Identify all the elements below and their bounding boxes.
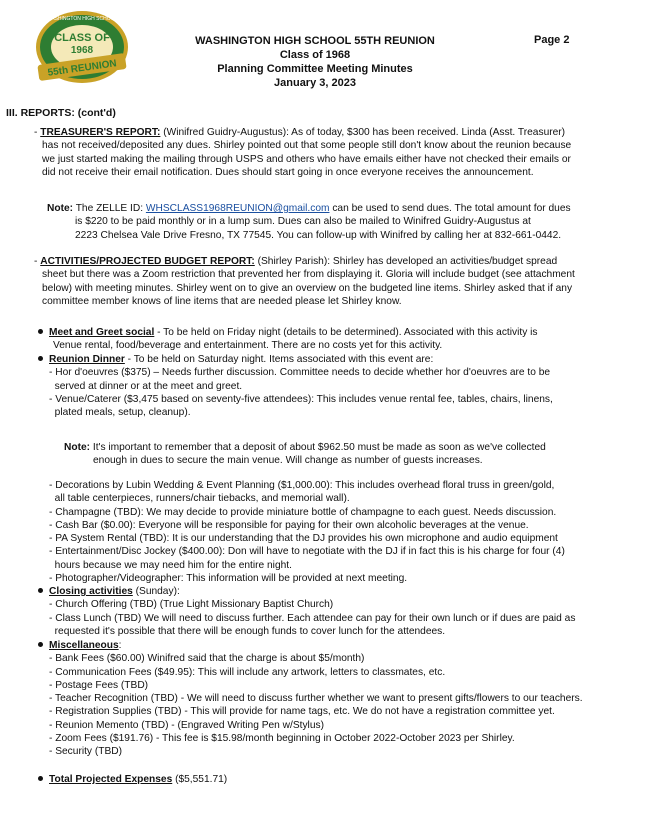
zelle-pre: The ZELLE ID: [75, 203, 146, 214]
reunion-dinner-item [38, 353, 553, 419]
dinner-line: all table centerpieces, runners/chair tiebacks, and memorial wall). [49, 493, 350, 505]
treasurer-line: we just started making the mailing through USPS and others who have emails either have not checked their emails or [42, 153, 571, 165]
total-expenses-item [38, 773, 227, 786]
closing-line: - Class Lunch (TBD) We will need to discuss further. Each attendee can pay for their own lunch or if dues are paid as [49, 612, 576, 624]
dinner-line: - Venue/Caterer ($3,475 based on seventy-five attendees): This includes venue rental fee, tables, chairs, linens, [49, 393, 553, 405]
closing-label: Closing activities [49, 586, 133, 597]
logo-line3: 55th REUNION [47, 58, 118, 79]
misc-line: - Postage Fees (TBD) [49, 679, 149, 691]
deposit-line: It's important to remember that a deposit of about $962.50 must be made as soon as we've collected [90, 442, 546, 453]
bullet-icon [38, 642, 43, 647]
closing-line: requested it's possible that there will be enough funds to cover lunch for the attendees. [49, 625, 446, 637]
misc-line: - Bank Fees ($60.00) Winifred said that the charge is about $5/month) [49, 653, 365, 665]
dinner-label: Reunion Dinner [49, 354, 125, 365]
dinner-items-continued [49, 479, 565, 585]
header-date: January 3, 2023 [274, 77, 356, 89]
dinner-line: hours because we may need him for the entire night. [49, 559, 292, 571]
header-school: WASHINGTON HIGH SCHOOL 55TH REUNION [195, 35, 435, 47]
misc-line: - Security (TBD) [49, 746, 123, 758]
budget-line: below) with meeting minutes. Shirley went on to give an overview on the budgeted line items. Shirley asked that if any [42, 282, 573, 294]
dinner-line: - PA System Rental (TBD): It is our understanding that the DJ provides his own microphone and audio equipment [49, 533, 558, 545]
bullet-icon [38, 356, 43, 361]
dinner-line: - Decorations by Lubin Wedding & Event Planning ($1,000.00): This includes overhead floral truss in green/gold, [49, 480, 555, 491]
zelle-note [47, 202, 571, 242]
budget-report: - ACTIVITIES/PROJECTED BUDGET REPORT: (Shirley Parish): Shirley has developed an activities/budget spread sheet but there was a Zoom restriction that prevented her from displaying it. Gloria will include budget (see attachment below) with meeting minutes. Shirley went on to give an overview on the budgeted line items. Shirley asked that if any committee member knows of line items that are needed please let Shirley know. [34, 256, 575, 307]
budget-label: ACTIVITIES/PROJECTED BUDGET REPORT: [40, 256, 255, 267]
dinner-intro: - To be held on Saturday night. Items associated with this event are: [124, 354, 434, 365]
dinner-line: - Champagne (TBD): We may decide to provide miniature bottle of champagne to each guest. Needs discussion. [49, 506, 557, 518]
page-number: Page 2 [534, 34, 570, 46]
logo-line1: CLASS OF [54, 32, 110, 44]
miscellaneous-item [38, 639, 583, 759]
zelle-email-link[interactable]: WHSCLASS1968REUNION@gmail.com [145, 203, 330, 214]
meet-greet-item [38, 326, 537, 353]
total-label: Total Projected Expenses [49, 774, 173, 785]
reunion-logo [30, 7, 134, 95]
dinner-line: - Cash Bar ($0.00): Everyone will be responsible for paying for their own alcoholic beverages at the venue. [49, 519, 529, 531]
note-label: Note: [64, 442, 91, 453]
header-class: Class of 1968 [279, 49, 351, 61]
treasurer-line: (Winifred Guidry-Augustus): As of today, $300 has been received. Linda (Asst. Treasurer) [163, 127, 566, 138]
misc-suffix: : [118, 640, 122, 651]
misc-label: Miscellaneous [49, 640, 119, 651]
treasurer-line: has not received/deposited any dues. Shirley pointed out that some people still don't know about the reunion because [42, 140, 572, 152]
treasurer-label: TREASURER'S REPORT: [40, 127, 161, 138]
budget-line: sheet but there was a Zoom restriction that prevented her from displaying it. Gloria will include budget (see attachment [42, 269, 575, 281]
bullet-icon [38, 776, 43, 781]
deposit-note [64, 441, 546, 468]
budget-line: (Shirley Parish): Shirley has developed an activities/budget spread [257, 256, 558, 267]
misc-line: - Zoom Fees ($191.76) - This fee is $15.98/month beginning in October 2022-October 2023 per Shirley. [49, 733, 515, 745]
misc-line: - Reunion Memento (TBD) - (Engraved Writing Pen w/Stylus) [49, 719, 324, 731]
dinner-line: - Photographer/Videographer: This information will be provided at next meeting. [49, 573, 408, 585]
meet-label: Meet and Greet social [49, 327, 155, 338]
dinner-line: - Hor d'oeuvres ($375) – Needs further discussion. Committee needs to decide whether hor d'oeuvres are to be [49, 367, 551, 379]
document-header [150, 34, 480, 90]
bullet-icon [38, 588, 43, 593]
dinner-line: served at dinner or at the meet and greet. [49, 380, 243, 392]
misc-line: - Teacher Recognition (TBD) - We will need to discuss further whether we want to present gifts/flowers to our teachers. [49, 693, 583, 705]
dinner-line: - Entertainment/Disc Jockey ($400.00): Don will have to negotiate with the DJ if in fact this is his charge for four (4) [49, 546, 565, 558]
closing-line: - Church Offering (TBD) (True Light Missionary Baptist Church) [49, 599, 334, 611]
misc-line: - Registration Supplies (TBD) - This will provide for name tags, etc. We do not have a registration committee yet. [49, 706, 555, 718]
total-value: ($5,551.71) [172, 774, 228, 785]
logo-arc-text: WASHINGTON HIGH SCHOOL [46, 16, 118, 22]
meet-line: - To be held on Friday night (details to be determined). Associated with this activity is [154, 327, 538, 338]
misc-line: - Communication Fees ($49.95): This will include any artwork, letters to classmates, etc. [49, 666, 446, 678]
section-heading: III. REPORTS: (cont'd) [6, 107, 116, 119]
budget-line: committee member knows of line items that are needed please let Shirley know. [42, 295, 402, 307]
zelle-post: can be used to send dues. The total amount for dues [329, 203, 571, 214]
treasurer-report: - TREASURER'S REPORT: (Winifred Guidry-Augustus): As of today, $300 has been received. Linda (Asst. Treasurer) has not received/deposited any dues. Shirley pointed out that some people still don't know about the reunion because we just started making the mailing through USPS and others who have emails either have not checked their emails or did not receive their email notification. Dues should start going in once everyone receives the announcement. [34, 127, 572, 178]
bullet-icon [38, 329, 43, 334]
closing-activities-item [38, 585, 575, 638]
meet-line: Venue rental, food/beverage and entertainment. There are no costs yet for this activity. [53, 340, 443, 352]
note-label: Note: [47, 203, 74, 214]
closing-suffix: (Sunday): [132, 586, 180, 597]
header-title: Planning Committee Meeting Minutes [217, 63, 413, 75]
deposit-line: enough in dues to secure the main venue. Will change as number of guests increases. [93, 455, 483, 467]
treasurer-line: did not receive their email notification. Dues should start going in once everyone receives the announcement. [42, 166, 534, 178]
zelle-line: 2223 Chelsea Vale Drive Fresno, TX 77545. You can follow-up with Winifred by calling her at 832-661-0442. [75, 229, 562, 241]
zelle-line: is $220 to be paid monthly or in a lump sum. Dues can also be mailed to Winifred Guidry-Augustus at [75, 216, 531, 228]
dinner-line: plated meals, setup, cleanup). [49, 407, 191, 419]
logo-line2: 1968 [70, 45, 94, 56]
